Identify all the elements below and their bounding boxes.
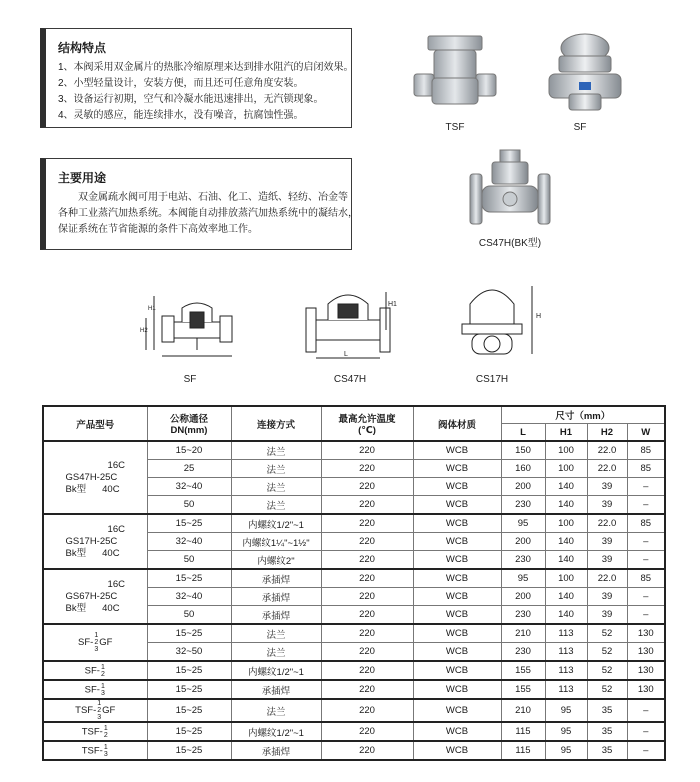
cell: 52 [587, 680, 627, 699]
cell: 内螺纹1/2"~1 [231, 514, 321, 533]
cs17h-h-dim-label: H [536, 313, 542, 320]
cell: 85 [627, 514, 665, 533]
fraction-den-alt: 3 [97, 714, 102, 721]
cell: WCB [413, 551, 501, 570]
header-w: W [627, 424, 665, 442]
model-pressure: 40C [102, 602, 120, 614]
model-cell-gs17h [43, 514, 147, 569]
cell: 内螺纹1/2"~1 [231, 722, 321, 741]
cell: 100 [545, 569, 587, 588]
cell: 32~40 [147, 588, 231, 606]
header-material: 阀体材质 [413, 406, 501, 441]
fraction-num: 1 [100, 682, 105, 690]
header-size: 尺寸（mm） [501, 406, 665, 424]
model-cell-tsf-half [43, 722, 147, 741]
fraction-num: 1 [94, 632, 99, 639]
model-prefix: SF- [84, 665, 100, 677]
cell: WCB [413, 588, 501, 606]
cell: – [627, 478, 665, 496]
cell: – [627, 606, 665, 625]
model-cell-tsf-third [43, 741, 147, 760]
table-row [43, 680, 665, 699]
cell: WCB [413, 533, 501, 551]
cell: 95 [545, 741, 587, 760]
fraction-num: 1 [103, 724, 108, 732]
group-gs67h [43, 569, 665, 624]
header-temp-unit: (℃) [358, 425, 376, 436]
cell: 115 [501, 741, 545, 760]
table-row [43, 624, 665, 643]
group-gs47h [43, 441, 665, 514]
group-gs17h [43, 514, 665, 569]
cell: 35 [587, 699, 627, 722]
cell: 95 [545, 699, 587, 722]
cell: 155 [501, 680, 545, 699]
cell: 210 [501, 624, 545, 643]
cs47h-l-dim-label: L [344, 351, 348, 358]
table-row [43, 741, 665, 760]
cell: 25 [147, 460, 231, 478]
table-row [43, 441, 665, 460]
cell: 200 [501, 533, 545, 551]
cell: 法兰 [231, 496, 321, 515]
model-prefix: TSF- [81, 745, 103, 757]
main-usage-box [40, 158, 358, 250]
model-cell-sf-gf [43, 624, 147, 661]
fraction-den: 2 [97, 707, 102, 714]
cell: 140 [545, 606, 587, 625]
model-cell-gs47h [43, 441, 147, 514]
group-tsf-gf [43, 699, 665, 722]
cell: WCB [413, 661, 501, 680]
header-model: 产品型号 [43, 406, 147, 441]
cell: 220 [321, 741, 413, 760]
cell: 15~25 [147, 624, 231, 643]
model-pressure: 16C [107, 459, 125, 471]
cell: 85 [627, 569, 665, 588]
cell: 32~50 [147, 643, 231, 662]
cs47h-technical-drawing [300, 282, 400, 368]
cell: 15~25 [147, 569, 231, 588]
cell: 22.0 [587, 441, 627, 460]
cell: WCB [413, 722, 501, 741]
sf-h2-dim-label: H2 [140, 328, 148, 334]
sf-technical-drawing [140, 288, 240, 368]
cell: 230 [501, 643, 545, 662]
structure-line-2: 2、小型轻量设计，安装方便，而且还可任意角度安装。 [58, 78, 304, 89]
fraction-den: 3 [100, 689, 105, 697]
fraction-num: 1 [103, 743, 108, 751]
cell: 220 [321, 624, 413, 643]
table-row [43, 722, 665, 741]
fraction-num: 1 [97, 700, 102, 707]
table-row [43, 661, 665, 680]
cell: 113 [545, 661, 587, 680]
cell: 220 [321, 661, 413, 680]
cell: 内螺纹1/2"~1 [231, 661, 321, 680]
cell: 15~25 [147, 661, 231, 680]
structure-features-box [40, 28, 352, 128]
cell: 15~25 [147, 680, 231, 699]
model-prefix: GS67H- [65, 590, 100, 602]
cell: 承插焊 [231, 588, 321, 606]
cell: 52 [587, 624, 627, 643]
cell: 法兰 [231, 643, 321, 662]
cell: 140 [545, 588, 587, 606]
model-pressure: 25C [99, 590, 118, 602]
cell: 115 [501, 722, 545, 741]
model-fraction [101, 683, 105, 697]
model-cell-sf-third [43, 680, 147, 699]
cs17h-technical-drawing [452, 276, 552, 368]
cs47h-h1-dim-label: H1 [388, 301, 397, 308]
header-temp [321, 406, 413, 441]
cell: 85 [627, 441, 665, 460]
structure-line-1: 1、本阀采用双金属片的热胀冷缩原理来达到排水阻汽的启闭效果。 [58, 62, 354, 73]
cell: 承插焊 [231, 606, 321, 625]
cell: WCB [413, 624, 501, 643]
cell: 50 [147, 551, 231, 570]
model-pressure: 16C [107, 578, 125, 590]
cell: 39 [587, 478, 627, 496]
model-fraction [94, 632, 98, 653]
cell: 39 [587, 551, 627, 570]
cell: 法兰 [231, 441, 321, 460]
cell: 内螺纹2" [231, 551, 321, 570]
cell: – [627, 533, 665, 551]
cell: 22.0 [587, 569, 627, 588]
fraction-den: 2 [103, 731, 108, 739]
model-cell-sf-half [43, 661, 147, 680]
cell: 95 [501, 569, 545, 588]
cell: 220 [321, 722, 413, 741]
model-prefix: GS47H- [65, 471, 100, 483]
table-row [43, 699, 665, 722]
cell: 220 [321, 496, 413, 515]
sf-photo-caption: SF [573, 122, 587, 133]
cell: 32~40 [147, 478, 231, 496]
cell: 15~25 [147, 722, 231, 741]
cell: 15~25 [147, 514, 231, 533]
cell: 95 [501, 514, 545, 533]
model-prefix: SF- [78, 637, 94, 649]
model-prefix: GS17H- [65, 535, 100, 547]
cell: 15~25 [147, 699, 231, 722]
cell: – [627, 496, 665, 515]
cell: 220 [321, 588, 413, 606]
model-cell-tsf-gf [43, 699, 147, 722]
header-connection: 连接方式 [231, 406, 321, 441]
cell: 15~25 [147, 741, 231, 760]
cell: 140 [545, 551, 587, 570]
model-pressure: 40C [102, 483, 120, 495]
cell: WCB [413, 478, 501, 496]
structure-features-title: 结构特点 [58, 41, 107, 55]
cell: 130 [627, 643, 665, 662]
group-sf-gf [43, 624, 665, 661]
model-suffix: GF [102, 705, 116, 717]
cell: WCB [413, 460, 501, 478]
cell: 35 [587, 722, 627, 741]
cell: 承插焊 [231, 569, 321, 588]
cell: 220 [321, 533, 413, 551]
model-cell-gs67h [43, 569, 147, 624]
cell: 150 [501, 441, 545, 460]
cell: 100 [545, 460, 587, 478]
cell: 130 [627, 661, 665, 680]
cell: 内螺纹1¼"~1½" [231, 533, 321, 551]
model-prefix: TSF- [75, 705, 97, 717]
cell: 113 [545, 680, 587, 699]
cell: WCB [413, 699, 501, 722]
cell: 220 [321, 514, 413, 533]
model-fraction [101, 664, 105, 678]
cell: 220 [321, 441, 413, 460]
structure-line-4: 4、灵敏的感应，能连续排水，没有噪音，抗腐蚀性强。 [58, 110, 304, 121]
cell: 220 [321, 551, 413, 570]
cell: 32~40 [147, 533, 231, 551]
group-sf-half [43, 661, 665, 680]
spec-table [42, 405, 666, 761]
cell: 39 [587, 606, 627, 625]
cell: – [627, 699, 665, 722]
group-tsf-half [43, 722, 665, 741]
cell: 220 [321, 643, 413, 662]
cs17h-drawing-caption: CS17H [475, 374, 509, 385]
tsf-caption: TSF [445, 122, 465, 133]
sf-valve-photo [545, 28, 625, 116]
cell: 50 [147, 606, 231, 625]
cell: WCB [413, 741, 501, 760]
cell: 85 [627, 460, 665, 478]
header-l: L [501, 424, 545, 442]
header-dn-unit: DN(mm) [170, 425, 208, 436]
cell: WCB [413, 496, 501, 515]
cell: WCB [413, 569, 501, 588]
table-row [43, 569, 665, 588]
cell: 39 [587, 588, 627, 606]
cell: 15~20 [147, 441, 231, 460]
fraction-den: 2 [100, 670, 105, 678]
cell: 39 [587, 496, 627, 515]
fraction-den: 2 [94, 639, 99, 646]
model-suffix: GF [99, 637, 113, 649]
cell: 承插焊 [231, 741, 321, 760]
header-h2: H2 [587, 424, 627, 442]
cs47h-valve-photo [468, 148, 552, 230]
model-pressure: 16C [107, 523, 125, 535]
model-prefix: SF- [84, 684, 100, 696]
main-usage-title: 主要用途 [58, 171, 107, 185]
header-h1: H1 [545, 424, 587, 442]
model-suffix: Bk型 [65, 602, 87, 614]
cell: 220 [321, 699, 413, 722]
model-pressure: 25C [99, 471, 118, 483]
cell: 220 [321, 606, 413, 625]
cell: 140 [545, 496, 587, 515]
model-fraction [104, 725, 108, 739]
sf-drawing-caption: SF [183, 374, 197, 385]
cell: – [627, 551, 665, 570]
cell: 210 [501, 699, 545, 722]
cell: 160 [501, 460, 545, 478]
cell: – [627, 588, 665, 606]
cell: 230 [501, 496, 545, 515]
usage-line-1: 双金属疏水阀可用于电站、石油、化工、造纸、轻纺、冶金等 [78, 192, 348, 203]
header-dn [147, 406, 231, 441]
fraction-den-alt: 3 [94, 646, 99, 653]
table-row [43, 514, 665, 533]
group-sf-third [43, 680, 665, 699]
cell: 200 [501, 588, 545, 606]
structure-line-3: 3、设备运行初期，空气和冷凝水能迅速排出，无汽锁现象。 [58, 94, 324, 105]
cell: 220 [321, 460, 413, 478]
header-dn-label: 公称通径 [169, 414, 208, 425]
model-prefix: TSF- [81, 726, 103, 738]
cell: – [627, 722, 665, 741]
cell: 220 [321, 680, 413, 699]
cell: 52 [587, 643, 627, 662]
cell: 220 [321, 478, 413, 496]
cell: 155 [501, 661, 545, 680]
fraction-num: 1 [100, 663, 105, 671]
cell: 130 [627, 680, 665, 699]
sf-h1-dim-label: H1 [148, 306, 156, 312]
cell: 法兰 [231, 699, 321, 722]
cell: 承插焊 [231, 680, 321, 699]
model-suffix: Bk型 [65, 483, 87, 495]
cell: 113 [545, 643, 587, 662]
cell: 22.0 [587, 514, 627, 533]
cell: WCB [413, 514, 501, 533]
cs47h-bk-caption: CS47H(BK型) [478, 238, 542, 249]
model-pressure: 40C [102, 547, 120, 559]
fraction-den: 3 [103, 750, 108, 758]
model-pressure: 25C [99, 535, 118, 547]
cell: – [627, 741, 665, 760]
cell: 200 [501, 478, 545, 496]
cell: 50 [147, 496, 231, 515]
model-fraction [97, 700, 101, 721]
cell: 100 [545, 441, 587, 460]
cell: WCB [413, 680, 501, 699]
cell: 35 [587, 741, 627, 760]
usage-line-3: 保证系统在节省能源的条件下高效率地工作。 [58, 224, 258, 235]
cell: 113 [545, 624, 587, 643]
usage-line-2: 各种工业蒸汽加热系统。本阀能自动排放蒸汽加热系统中的凝结水， [58, 208, 358, 219]
cell: 130 [627, 624, 665, 643]
group-tsf-third [43, 741, 665, 760]
cell: 95 [545, 722, 587, 741]
cell: WCB [413, 441, 501, 460]
cell: 140 [545, 478, 587, 496]
cell: 39 [587, 533, 627, 551]
cell: 140 [545, 533, 587, 551]
model-suffix: Bk型 [65, 547, 87, 559]
cell: 220 [321, 569, 413, 588]
cell: 法兰 [231, 460, 321, 478]
cell: WCB [413, 643, 501, 662]
cell: WCB [413, 606, 501, 625]
tsf-valve-photo [410, 28, 500, 118]
cs47h-drawing-caption: CS47H [333, 374, 367, 385]
cell: 法兰 [231, 478, 321, 496]
cell: 22.0 [587, 460, 627, 478]
cell: 230 [501, 551, 545, 570]
header-temp-label: 最高允许温度 [338, 414, 396, 425]
cell: 52 [587, 661, 627, 680]
cell: 法兰 [231, 624, 321, 643]
cell: 230 [501, 606, 545, 625]
cell: 100 [545, 514, 587, 533]
model-fraction [104, 744, 108, 758]
